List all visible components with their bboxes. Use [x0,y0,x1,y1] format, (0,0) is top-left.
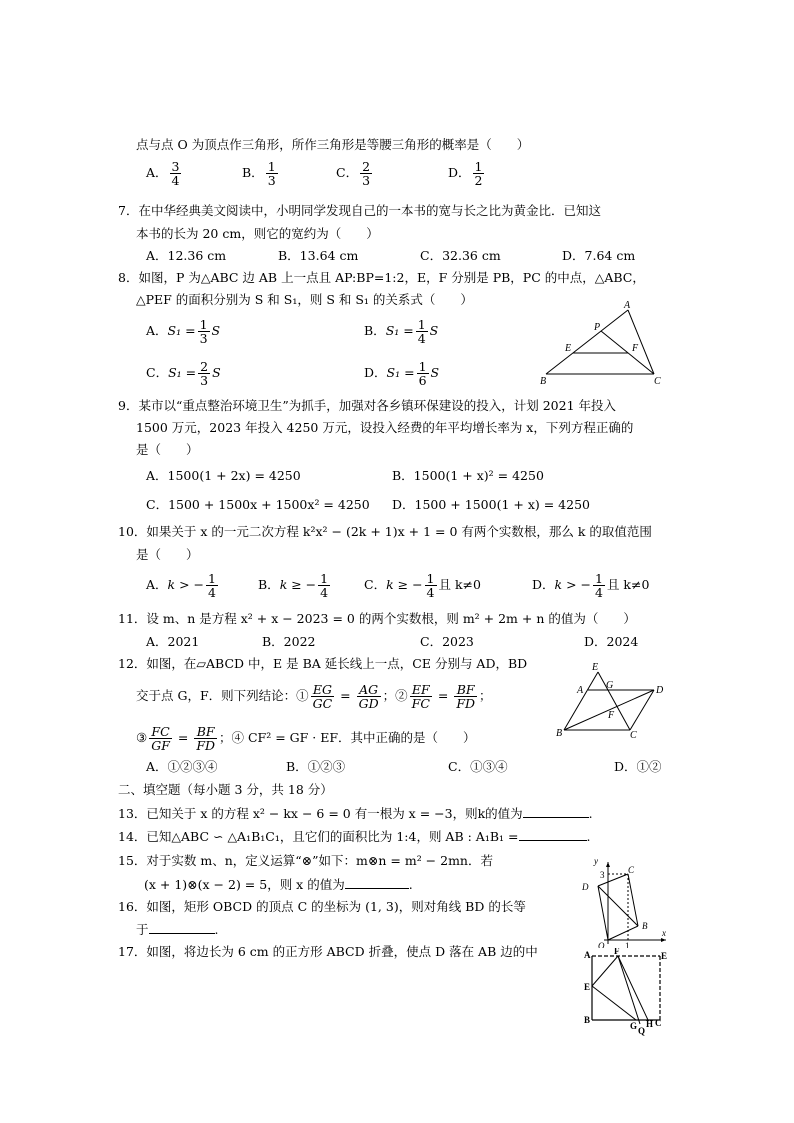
q10-option-c[interactable] [364,572,481,599]
q7-line1: 7．在中华经典美文阅读中，小明同学发现自己的一本书的宽与长之比为黄金比．已知这 [118,203,601,218]
tick-3: 3 [600,870,605,880]
label-e: E [592,662,599,673]
x-axis-arrow [661,938,666,942]
q6-option-c[interactable] [336,160,374,187]
option-letter: C． [146,365,169,380]
q14-answer-blank[interactable] [519,828,587,841]
q10-option-a[interactable] [146,572,220,599]
q8-option-c[interactable] [146,360,221,387]
fold-fe [592,956,618,986]
fraction: $\frac{1}{2}$ [474,159,483,188]
option-pre: k > − [167,577,204,592]
q12-line2-pre: 交于点 G，F．则下列结论：① [136,688,309,703]
option-letter: D． [448,165,471,180]
q7-option-a[interactable]: A．12.36 cm [146,248,227,263]
q12-line3: ③ $\frac{FC}{GF}$ = $\frac{BF}{FD}$ ；④ CF² = GF · EF．其中正确的是（ ） [136,724,476,753]
option-letter: D． [364,365,387,380]
q7-line2: 本书的长为 20 cm，则它的宽约为（ ） [136,226,379,241]
q10-option-b[interactable] [258,572,332,599]
line-be [564,672,598,730]
q16-coordinate-figure [576,856,672,948]
q12-option-b[interactable]: B．①②③ [286,759,346,774]
label-d: D [582,882,589,892]
label-e: E [584,982,591,992]
q10-line1: 10．如果关于 x 的一元二次方程 k²x² − (2k + 1)x + 1 = 0 有两个实数根，那么 k 的取值范围 [118,524,652,539]
label-c: C [655,1018,662,1028]
q8-triangle-figure [536,298,672,390]
label-a: A [584,950,591,960]
option-letter: A． [146,323,168,338]
fraction: $\frac{1}{3}$ [267,159,276,188]
q17-line1: 17．如图，将边长为 6 cm 的正方形 ABCD 折叠，使点 D 落在 AB 边的中 [118,944,538,959]
q8-line2: △PEF 的面积分别为 S 和 S₁，则 S 和 S₁ 的关系式（ ） [136,292,473,307]
label-h: H [646,1019,654,1029]
q10-line2: 是（ ） [136,547,199,562]
option-lhs: S₁ = [168,365,197,380]
fraction: $\frac{3}{4}$ [171,159,180,188]
option-rhs: S [430,365,440,380]
fold-fq [618,956,640,1024]
fraction: $\frac{BF}{FD}$ [196,724,216,753]
fraction: $\frac{1}{4}$ [426,571,435,600]
q14-line [118,828,590,845]
q6-option-b[interactable] [242,160,280,187]
fold-fh [618,956,648,1020]
tick-1: 1 [625,941,630,948]
q16-line1: 16．如图，矩形 OBCD 的顶点 C 的坐标为 (1, 3)，则对角线 BD 的长等 [118,899,526,914]
option-letter: B． [258,577,280,592]
q13-text: 13．已知关于 x 的方程 x² − kx − 6 = 0 有一根为 x = −3，则k的值为 [118,806,523,821]
q12-option-a[interactable]: A．①②③④ [146,759,218,774]
label-p: P [594,322,601,333]
label-b: B [556,728,563,739]
q16-answer-blank[interactable] [149,921,215,934]
fraction: $\frac{2}{3}$ [200,359,209,388]
option-letter: C． [336,165,359,180]
side-bo [608,926,638,940]
q14-text: 14．已知△ABC ∽ △A₁B₁C₁，且它们的面积比为 1:4，则 AB : A₁B₁ = [118,829,519,844]
q12-option-c[interactable]: C．①③④ [448,759,508,774]
q12-line2: 交于点 G，F．则下列结论：① $\frac{EG}{GC}$ = $\frac{AG}{GD}$ ；② $\frac{EF}{FC}$ = $\frac{BF}{FD}$ ； [136,682,492,711]
q6-option-a[interactable] [146,160,183,187]
label-a: A [624,300,631,311]
label-g: G [630,1021,638,1031]
section-heading: 二、填空题（每小题 3 分，共 18 分） [118,782,333,797]
q17-square-figure [578,948,674,1038]
q16-end: . [214,922,219,937]
option-letter: D． [532,577,555,592]
option-letter: C． [364,577,387,592]
label-b: B [540,376,547,387]
label-e: E [565,343,572,354]
q6-text: 点与点 O 为顶点作三角形，所作三角形是等腰三角形的概率是（ ） [136,137,530,152]
q12-line3-post: ；④ CF² = GF · EF．其中正确的是（ ） [219,730,476,745]
fraction: $\frac{FC}{GF}$ [151,724,170,753]
q12-line1: 12．如图，在▱ABCD 中，E 是 BA 延长线上一点，CE 分别与 AD，BD [118,656,528,671]
option-post: 且 k≠0 [606,577,650,592]
label-d: D [656,685,664,696]
line-ab [546,310,628,374]
label-f: F [614,948,620,956]
q9-option-d[interactable]: D．1500 + 1500(1 + x) = 4250 [392,497,590,512]
q11-option-d[interactable]: D．2024 [584,634,639,649]
label-e-top: E [661,951,668,961]
option-post: 且 k≠0 [438,577,481,592]
label-y: y [594,856,598,866]
q12-end: ； [479,688,492,703]
option-letter: B． [364,323,386,338]
option-pre: k ≥ − [279,577,317,592]
label-q: Q [638,1026,646,1036]
q14-end: . [586,829,591,844]
option-pre: k ≥ − [386,577,423,592]
fraction: $\frac{AG}{GD}$ [358,682,379,711]
line-ac [628,310,654,374]
fraction: $\frac{1}{3}$ [199,317,208,346]
q12-option-d[interactable]: D．①② [614,759,662,774]
q11-line1: 11．设 m、n 是方程 x² + x − 2023 = 0 的两个实数根，则 m² + 2m + n 的值为（ ） [118,611,636,626]
option-lhs: S₁ = [386,365,415,380]
q8-line1: 8．如图，P 为△ABC 边 AB 上一点且 AP:BP=1:2，E，F 分别是 PB，PC 的中点，△ABC， [118,270,645,285]
option-lhs: S₁ = [385,323,414,338]
q13-line [118,805,593,822]
q8-option-b[interactable] [364,318,438,345]
label-o: O [598,941,605,948]
label-g: G [606,680,614,691]
label-c: C [654,376,661,387]
q16-line2 [136,921,219,938]
q9-line2: 1500 万元，2023 年投入 4250 万元，设投入经费的年平均增长率为 x，下列方程正确的 [136,420,634,435]
fraction: $\frac{1}{4}$ [320,571,329,600]
q15-line2 [144,876,413,893]
q12-sep: ；② [382,688,408,703]
q9-option-a[interactable]: A．1500(1 + 2x) = 4250 [146,468,301,483]
option-rhs: S [211,323,221,338]
fraction: $\frac{EF}{FC}$ [411,682,430,711]
label-x: x [662,928,666,938]
line-cd [630,690,654,730]
q9-line3: 是（ ） [136,442,199,457]
q15-line1: 15．对于实数 m、n，定义运算“⊗”如下：m⊗n = m² − 2mn．若 [118,853,493,868]
label-f: F [632,343,639,354]
option-rhs: S [212,365,221,380]
fraction: $\frac{1}{4}$ [417,317,426,346]
q13-answer-blank[interactable] [523,805,589,818]
q7-option-b[interactable]: B．13.64 cm [278,248,359,263]
label-f: F [608,710,615,721]
fraction: $\frac{1}{6}$ [418,359,427,388]
line-ec [598,672,630,730]
q9-option-c[interactable]: C．1500 + 1500x + 1500x² = 4250 [146,497,370,512]
label-c: C [630,730,637,741]
q15-end: . [408,877,413,892]
q16-text: 于 [136,922,149,937]
label-c: C [628,865,635,875]
label-a: A [577,685,584,696]
option-lhs: S₁ = [167,323,196,338]
q6-option-d[interactable] [448,160,486,187]
fraction: $\frac{1}{4}$ [595,571,603,600]
fraction: $\frac{1}{4}$ [208,571,216,600]
q15-answer-blank[interactable] [345,876,409,889]
q13-end: . [588,806,593,821]
option-pre: k > − [554,577,591,592]
y-axis-arrow [606,862,610,867]
q9-line1: 9．某市以“重点整治环境卫生”为抓手，加强对各乡镇环保建设的投入，计划 2021 年投入 [118,398,616,413]
q7-option-c[interactable]: C．32.36 cm [420,248,501,263]
label-b: B [642,921,648,931]
q7-option-d[interactable]: D．7.64 cm [562,248,636,263]
option-letter: A． [146,577,168,592]
q10-option-d[interactable] [532,572,649,599]
fraction: $\frac{BF}{FD}$ [456,682,476,711]
q8-option-a[interactable] [146,318,220,345]
option-letter: B． [242,165,264,180]
q9-option-b[interactable]: B．1500(1 + x)² = 4250 [392,468,544,483]
q11-option-a[interactable]: A．2021 [146,634,200,649]
q12-line3-pre: ③ [136,730,148,745]
q15-text: (x + 1)⊗(x − 2) = 5，则 x 的值为 [144,877,345,892]
label-b: B [584,1015,591,1025]
q12-parallelogram-figure [552,660,682,742]
option-rhs: S [429,323,439,338]
fraction: $\frac{EG}{GC}$ [312,682,333,711]
q8-option-d[interactable] [364,360,439,387]
option-letter: A． [146,165,168,180]
fraction: $\frac{2}{3}$ [362,159,371,188]
q11-option-c[interactable]: C．2023 [420,634,474,649]
q11-option-b[interactable]: B．2022 [262,634,316,649]
